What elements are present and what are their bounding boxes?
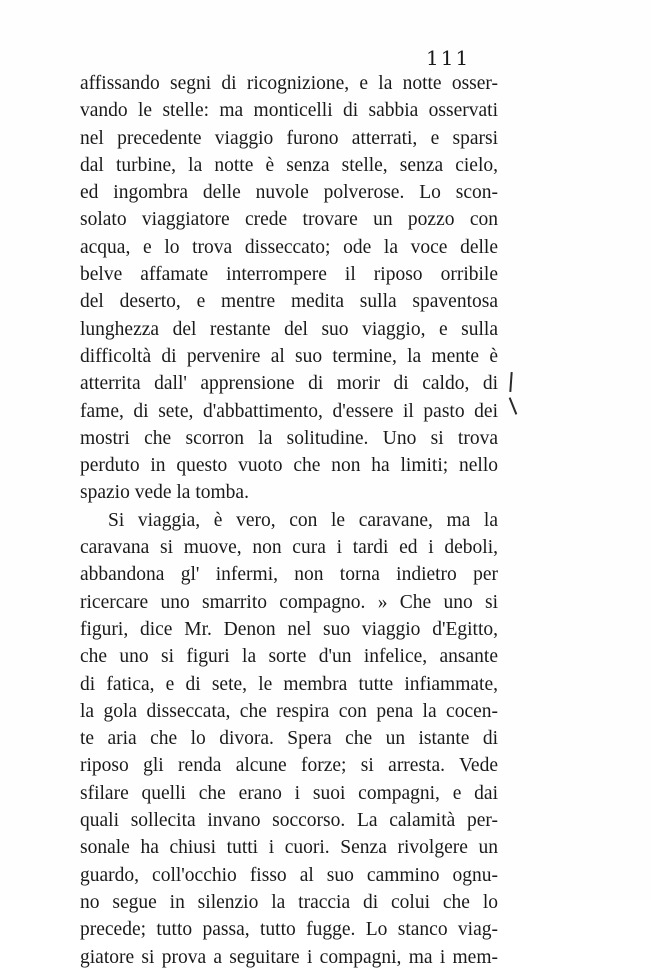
text-line: acqua, e lo trova disseccato; ode la voce delle [80, 236, 498, 258]
body-text [80, 70, 498, 971]
text-line: che uno si figuri la sorte d'un infelice, ansante [80, 646, 498, 668]
text-line: riposo gli renda alcune forze; si arresta. Vede [80, 755, 498, 777]
text-line: lunghezza del restante del suo viaggio, e sulla [80, 318, 498, 340]
text-line: vando le stelle: ma monticelli di sabbia osservati [80, 100, 498, 122]
text-line: dal turbine, la notte è senza stelle, senza cielo, [80, 154, 498, 176]
text-line: la gola disseccata, che respira con pena la cocen- [80, 700, 498, 722]
text-line: Si viaggia, è vero, con le caravane, ma la [108, 509, 498, 531]
text-line: perduto in questo vuoto che non ha limiti; nello [80, 455, 498, 477]
text-line: no segue in silenzio la traccia di colui che lo [80, 891, 498, 913]
margin-pencil-mark [509, 372, 512, 392]
text-line: di fatica, e di sete, le membra tutte infiammate, [80, 673, 498, 695]
text-line: figuri, dice Mr. Denon nel suo viaggio d'Egitto, [80, 618, 498, 640]
text-line: ricercare uno smarrito compagno. » Che uno si [80, 591, 498, 613]
text-line: giatore si prova a seguitare i compagni, ma i mem- [80, 946, 498, 968]
text-line: precede; tutto passa, tutto fugge. Lo stanco viag- [80, 919, 498, 941]
text-line: fame, di sete, d'abbattimento, d'essere il pasto dei [80, 400, 498, 422]
page-number: 111 [426, 46, 471, 70]
text-line: nel precedente viaggio furono atterrati, e sparsi [80, 127, 498, 149]
text-line: mostri che scorron la solitudine. Uno si trova [80, 427, 498, 449]
margin-pencil-mark [509, 397, 518, 414]
text-line: caravana si muove, non cura i tardi ed i deboli, [80, 537, 498, 559]
text-line: guardo, coll'occhio fisso al suo cammino ognu- [80, 864, 498, 886]
text-line: del deserto, e mentre medita sulla spaventosa [80, 291, 498, 313]
text-line: atterrita dall' apprensione di morir di caldo, di [80, 373, 498, 395]
text-line: te aria che lo divora. Spera che un istante di [80, 728, 498, 750]
text-line: quali sollecita invano soccorso. La calamità per- [80, 810, 498, 832]
text-line: ed ingombra delle nuvole polverose. Lo scon- [80, 182, 498, 204]
text-line: difficoltà di pervenire al suo termine, la mente è [80, 345, 498, 367]
text-line: sfilare quelli che erano i suoi compagni, e dai [80, 782, 498, 804]
text-line: spazio vede la tomba. [80, 482, 249, 504]
text-line: sonale ha chiusi tutti i cuori. Senza rivolgere un [80, 837, 498, 859]
text-line: belve affamate interrompere il riposo orribile [80, 264, 498, 286]
text-line: solato viaggiatore crede trovare un pozzo con [80, 209, 498, 231]
text-line: abbandona gl' infermi, non torna indietro per [80, 564, 498, 586]
text-line: affissando segni di ricognizione, e la notte osser- [80, 73, 498, 94]
